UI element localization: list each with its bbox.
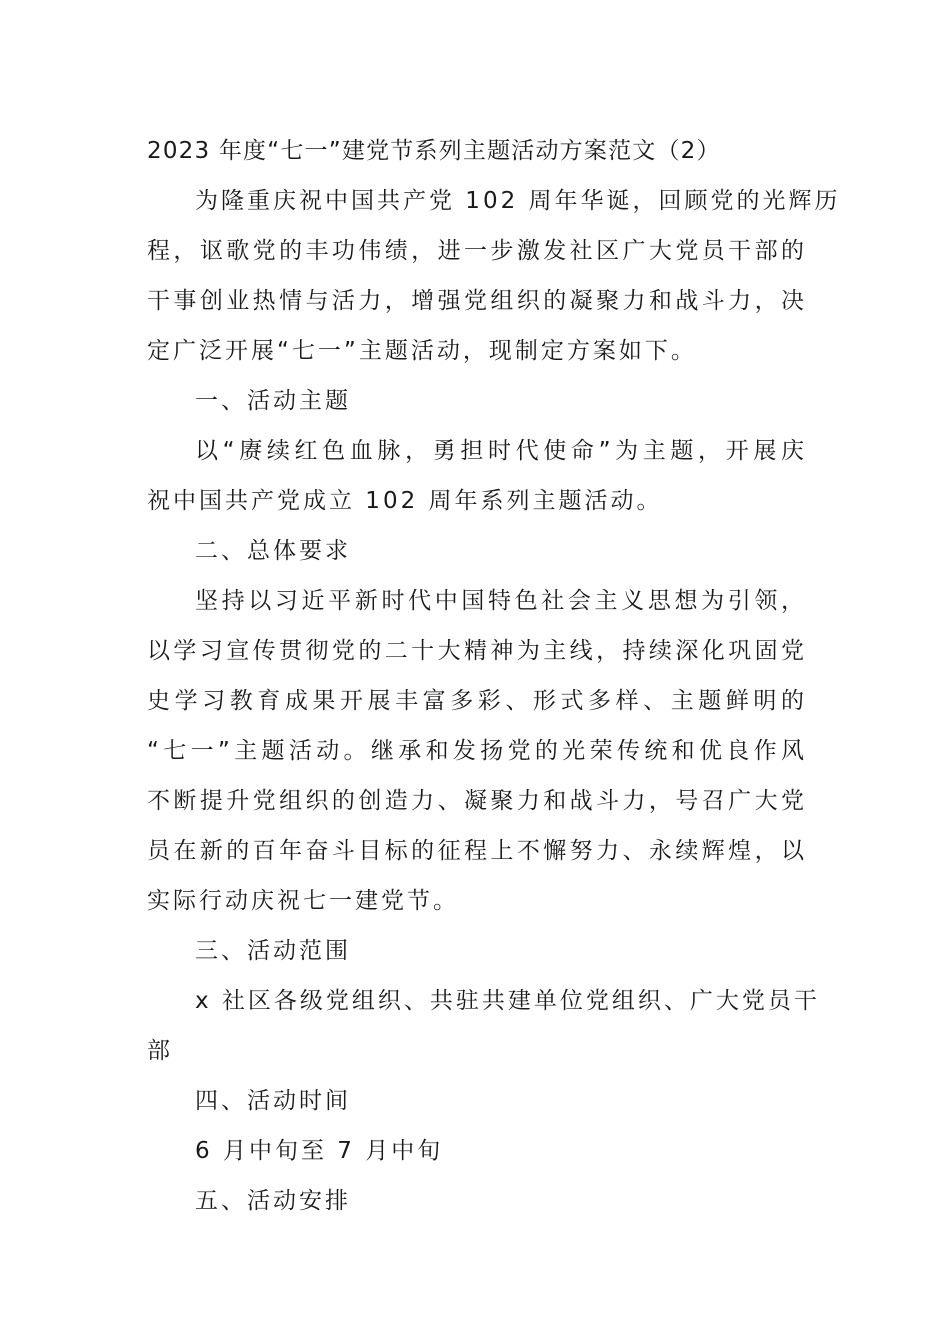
requirements-line: 实际行动庆祝七一建党节。 [147, 888, 459, 914]
theme-line: 以“赓续红色血脉，勇担时代使命”为主题，开展庆 [195, 438, 807, 464]
document-title: 2023 年度“七一”建党节系列主题活动方案范文（2） [147, 138, 721, 164]
intro-line: 程，讴歌党的丰功伟绩，进一步激发社区广大党员干部的 [147, 238, 807, 264]
section-heading-scope: 三、活动范围 [195, 938, 351, 964]
intro-paragraph [147, 176, 841, 376]
scope-line: x 社区各级党组织、共驻共建单位党组织、广大党员干 [195, 988, 820, 1014]
section-heading-theme: 一、活动主题 [195, 388, 351, 414]
requirements-line: 史学习教育成果开展丰富多彩、形式多样、主题鲜明的 [147, 688, 807, 714]
requirements-line: 以学习宣传贯彻党的二十大精神为主线，持续深化巩固党 [147, 638, 807, 664]
section-heading-requirements: 二、总体要求 [195, 538, 351, 564]
section-heading-arrangement: 五、活动安排 [195, 1188, 351, 1214]
requirements-line: 员在新的百年奋斗目标的征程上不懈努力、永续辉煌，以 [147, 838, 807, 864]
intro-line: 定广泛开展“七一”主题活动，现制定方案如下。 [147, 338, 697, 364]
scope-line: 部 [147, 1038, 173, 1064]
requirements-line: “七一”主题活动。继承和发扬党的光荣传统和优良作风 [147, 738, 807, 764]
intro-line: 为隆重庆祝中国共产党 102 周年华诞，回顾党的光辉历 [195, 188, 841, 214]
requirements-line: 坚持以习近平新时代中国特色社会主义思想为引领， [195, 588, 807, 614]
requirements-line: 不断提升党组织的创造力、凝聚力和战斗力，号召广大党 [147, 788, 807, 814]
document-body [147, 126, 841, 1226]
theme-line: 祝中国共产党成立 102 周年系列主题活动。 [147, 488, 663, 514]
requirements-paragraph [147, 576, 807, 926]
scope-paragraph [147, 976, 820, 1076]
intro-line: 干事创业热情与活力，增强党组织的凝聚力和战斗力，决 [147, 288, 807, 314]
section-heading-time: 四、活动时间 [195, 1088, 351, 1114]
time-paragraph [147, 1126, 807, 1176]
time-line: 6 月中旬至 7 月中旬 [195, 1138, 444, 1164]
theme-paragraph [147, 426, 807, 526]
